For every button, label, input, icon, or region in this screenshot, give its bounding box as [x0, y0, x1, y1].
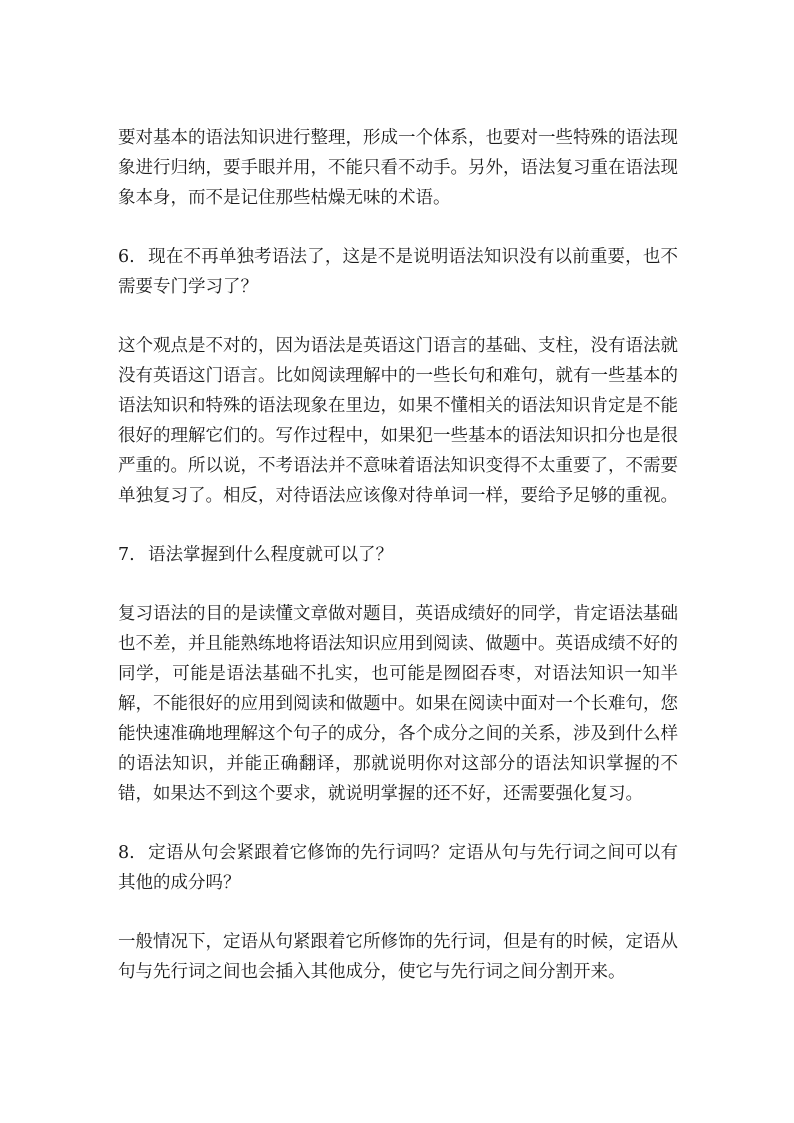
paragraph: 复习语法的目的是读懂文章做对题目，英语成绩好的同学，肯定语法基础也不差，并且能熟练地将语法知识应用到阅读、做题中。英语成绩不好的同学，可能是语法基础不扎实，也可能是囫囵吞枣，对语法知识一知半解，不能很好的应用到阅读和做题中。如果在阅读中面对一个长难句，您能快速准确地理解这个句子的成分，各个成分之间的关系，涉及到什么样的语法知识，并能正确翻译，那就说明你对这部分的语法知识掌握的不错，如果达不到这个要求，就说明掌握的还不好，还需要强化复习。 [118, 604, 678, 804]
question-heading [118, 540, 678, 570]
question-number: 6. [118, 247, 135, 267]
paragraph: 一般情况下，定语从句紧跟着它所修饰的先行词，但是有的时候，定语从句与先行词之间也会插入其他成分，使它与先行词之间分割开来。 [118, 932, 678, 982]
question-number: 7. [118, 545, 135, 565]
question-text: 现在不再单独考语法了，这是不是说明语法知识没有以前重要，也不需要专门学习了？ [118, 247, 678, 297]
paragraph: 要对基本的语法知识进行整理，形成一个体系，也要对一些特殊的语法现象进行归纳，要手眼并用，不能只看不动手。另外，语法复习重在语法现象本身，而不是记住那些枯燥无味的术语。 [118, 128, 678, 208]
question-number: 8. [118, 843, 135, 863]
question-text: 定语从句会紧跟着它修饰的先行词吗？定语从句与先行词之间可以有其他的成分吗？ [118, 843, 678, 893]
document-page [118, 123, 678, 1016]
paragraph: 这个观点是不对的，因为语法是英语这门语言的基础、支柱，没有语法就没有英语这门语言。比如阅读理解中的一些长句和难句，就有一些基本的语法知识和特殊的语法现象在里边，如果不懂相关的语法知识肯定是不能很好的理解它们的。写作过程中，如果犯一些基本的语法知识扣分也是很严重的。所以说，不考语法并不意味着语法知识变得不太重要了，不需要单独复习了。相反，对待语法应该像对待单词一样，要给予足够的重视。 [118, 336, 678, 506]
question-text: 语法掌握到什么程度就可以了？ [148, 545, 393, 565]
question-heading [118, 242, 678, 302]
question-heading [118, 838, 678, 898]
